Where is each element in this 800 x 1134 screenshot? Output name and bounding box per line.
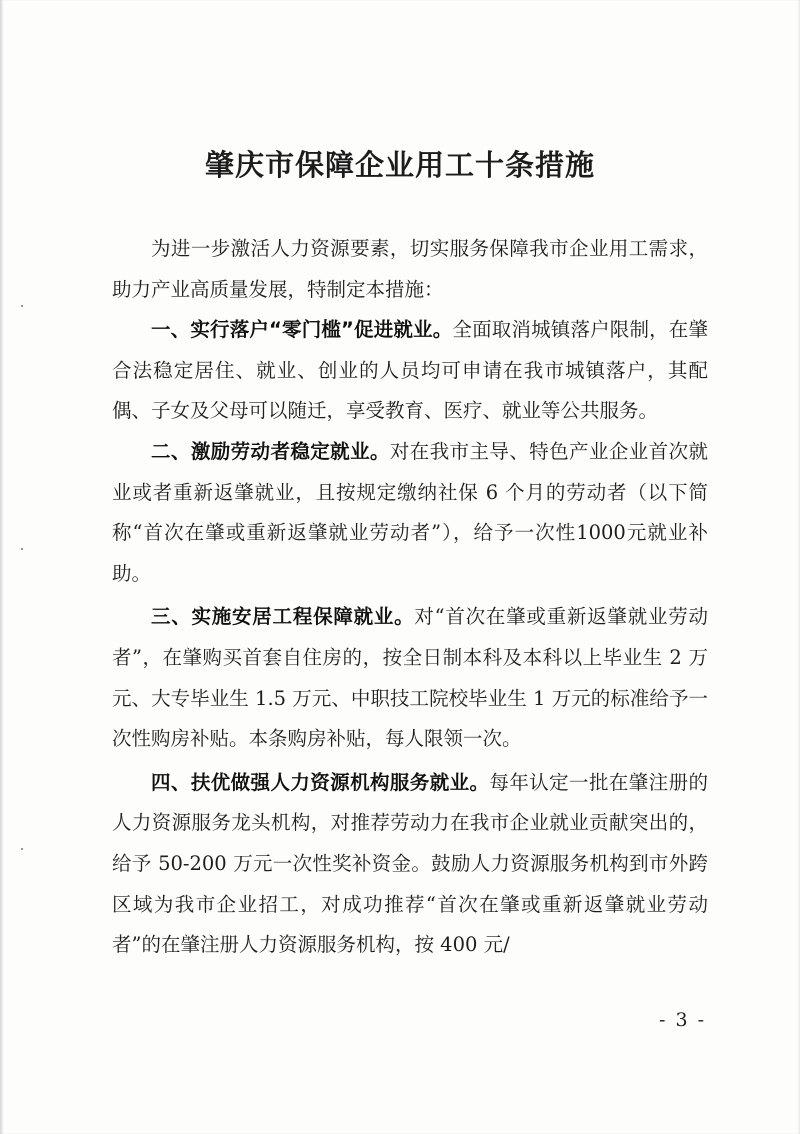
measure-text-4: 每年认定一批在肇注册的人力资源服务龙头机构，对推荐劳动力在我市企业就业贡献突出的，给予 50-200 万元一次性奖补资金。鼓励人力资源服务机构到市外跨区域为我市企业招工，对成功推荐“首次在肇或重新返肇就业劳动者”的在肇注册人力资源服务机构，按 400 元/ <box>112 770 708 957</box>
measure-paragraph-4 <box>112 763 708 966</box>
measure-text-1: 全面取消城镇落户限制，在肇合法稳定居住、就业、创业的人员均可申请在我市城镇落户，其配偶、子女及父母可以随迁，享受教育、医疗、就业等公共服务。 <box>112 318 708 423</box>
measure-heading-4: 四、扶优做强人力资源机构服务就业。 <box>151 770 490 794</box>
measure-paragraph-3 <box>112 597 708 759</box>
measure-text-3: 对“首次在肇或重新返肇就业劳动者”，在肇购买首套自住房的，按全日制本科及本科以上毕业生 2 万元、大专毕业生 1.5 万元、中职技工院校毕业生 1 万元的标准给予一次性购房补贴。本条购房补贴，每人限领一次。 <box>112 605 708 751</box>
document-body <box>112 229 708 966</box>
scan-speck <box>21 548 23 550</box>
scan-speck <box>21 305 23 307</box>
measure-text-2: 对在我市主导、特色产业企业首次就业或者重新返肇就业，且按规定缴纳社保 6 个月的劳动者（以下简称“首次在肇或重新返肇就业劳动者”），给予一次性1000元就业补助。 <box>112 439 708 585</box>
measure-heading-2: 二、激励劳动者稳定就业。 <box>151 439 390 463</box>
measure-heading-1: 一、实行落户“零门槛”促进就业。 <box>151 318 453 342</box>
measure-paragraph-2 <box>112 432 708 594</box>
page-number: - 3 - <box>658 1009 706 1031</box>
measure-paragraph-1 <box>112 310 708 432</box>
measure-heading-3: 三、实施安居工程保障就业。 <box>151 605 415 629</box>
scan-speck <box>21 848 23 850</box>
intro-paragraph: 为进一步激活人力资源要素，切实服务保障我市企业用工需求，助力产业高质量发展，特制定本措施： <box>112 237 708 301</box>
document-title: 肇庆市保障企业用工十条措施 <box>204 148 595 182</box>
